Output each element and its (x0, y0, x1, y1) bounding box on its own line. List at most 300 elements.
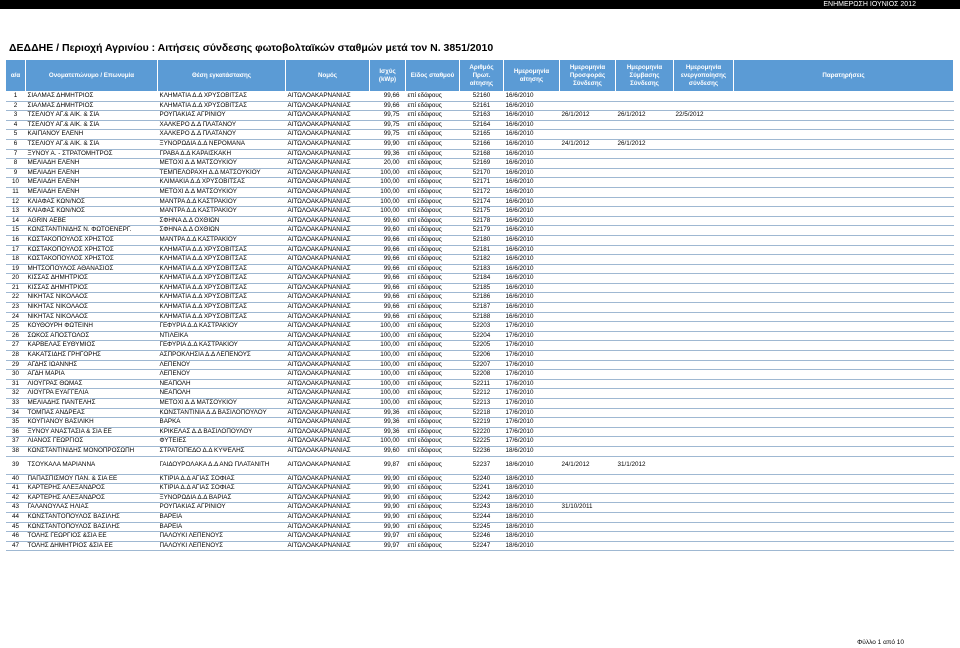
cell-protocol-number: 52178 (460, 216, 504, 226)
cell-contract-date (616, 522, 674, 532)
cell-protocol-number: 52185 (460, 283, 504, 293)
cell-applicant-name: ΚΟΥΘΟΥΡΗ ΦΩΤΕΙΝΗ (26, 322, 158, 332)
cell-prefecture: ΑΙΤΩΛΟΑΚΑΡΝΑΝΙΑΣ (286, 312, 370, 322)
cell-power-kwp: 100,00 (370, 389, 406, 399)
cell-application-date: 16/6/2010 (504, 207, 560, 217)
cell-power-kwp: 100,00 (370, 360, 406, 370)
cell-activation-date (674, 360, 734, 370)
cell-power-kwp: 99,90 (370, 512, 406, 522)
cell-row-index: 16 (6, 235, 26, 245)
cell-remarks (734, 360, 954, 370)
cell-station-type: επί εδάφους (406, 331, 460, 341)
cell-contract-date (616, 418, 674, 428)
cell-row-index: 10 (6, 178, 26, 188)
cell-activation-date (674, 379, 734, 389)
cell-row-index: 22 (6, 293, 26, 303)
cell-offer-date (560, 168, 616, 178)
cell-applicant-name: ΜΕΛΙΑΔΗΣ ΠΑΝΤΕΛΗΣ (26, 399, 158, 409)
cell-applicant-name: ΛΙΟΥΓΡΑΣ ΘΩΜΑΣ (26, 379, 158, 389)
cell-contract-date (616, 437, 674, 447)
cell-contract-date: 31/1/2012 (616, 456, 674, 474)
cell-installation-site: ΑΣΠΡΟΚΛΗΣΙΑ Δ.Δ ΛΕΠΕΝΟΥΣ (158, 351, 286, 361)
cell-remarks (734, 474, 954, 484)
cell-protocol-number: 52168 (460, 149, 504, 159)
cell-installation-site: ΝΕΑΠΟΛΗ (158, 389, 286, 399)
cell-prefecture: ΑΙΤΩΛΟΑΚΑΡΝΑΝΙΑΣ (286, 503, 370, 513)
cell-activation-date (674, 274, 734, 284)
cell-station-type: επί εδάφους (406, 293, 460, 303)
cell-contract-date: 26/1/2012 (616, 111, 674, 121)
cell-application-date: 17/6/2010 (504, 360, 560, 370)
cell-power-kwp: 99,66 (370, 293, 406, 303)
cell-prefecture: ΑΙΤΩΛΟΑΚΑΡΝΑΝΙΑΣ (286, 216, 370, 226)
cell-installation-site: ΚΛΗΜΑΤΙΑ Δ.Δ ΧΡΥΣΟΒΙΤΣΑΣ (158, 303, 286, 313)
cell-applicant-name: ΚΩΝΣΤΑΝΤΟΠΟΥΛΟΣ ΒΑΣΙΛΗΣ (26, 522, 158, 532)
cell-offer-date (560, 120, 616, 130)
cell-activation-date (674, 322, 734, 332)
cell-offer-date (560, 360, 616, 370)
cell-contract-date (616, 187, 674, 197)
cell-prefecture: ΑΙΤΩΛΟΑΚΑΡΝΑΝΙΑΣ (286, 245, 370, 255)
cell-application-date: 16/6/2010 (504, 255, 560, 265)
cell-station-type: επί εδάφους (406, 418, 460, 428)
cell-application-date: 16/6/2010 (504, 168, 560, 178)
cell-offer-date (560, 493, 616, 503)
cell-contract-date (616, 274, 674, 284)
cell-applicant-name: ΤΣΕΛΙΟΥ ΑΓ.& ΑΙΚ. & ΣΙΑ (26, 139, 158, 149)
table-row (6, 274, 954, 284)
cell-station-type: επί εδάφους (406, 360, 460, 370)
cell-row-index: 8 (6, 159, 26, 169)
cell-application-date: 17/6/2010 (504, 341, 560, 351)
cell-applicant-name: ΚΩΣΤΑΚΟΠΟΥΛΟΣ ΧΡΗΣΤΟΣ (26, 235, 158, 245)
cell-remarks (734, 216, 954, 226)
cell-contract-date (616, 264, 674, 274)
cell-activation-date (674, 312, 734, 322)
cell-activation-date (674, 484, 734, 494)
cell-application-date: 16/6/2010 (504, 111, 560, 121)
table-row (6, 370, 954, 380)
cell-activation-date (674, 255, 734, 265)
table-row (6, 503, 954, 513)
cell-row-index: 28 (6, 351, 26, 361)
table-row (6, 437, 954, 447)
cell-applicant-name: ΚΑΡΤΕΡΗΣ ΑΛΕΞΑΝΔΡΟΣ (26, 493, 158, 503)
cell-remarks (734, 522, 954, 532)
cell-applicant-name: ΓΑΛΑΝΟΥΛΑΣ ΗΛΙΑΣ (26, 503, 158, 513)
cell-protocol-number: 52237 (460, 456, 504, 474)
cell-installation-site: ΚΛΗΜΑΤΙΑ Δ.Δ ΧΡΥΣΟΒΙΤΣΑΣ (158, 92, 286, 102)
cell-contract-date (616, 512, 674, 522)
cell-station-type: επί εδάφους (406, 255, 460, 265)
cell-prefecture: ΑΙΤΩΛΟΑΚΑΡΝΑΝΙΑΣ (286, 187, 370, 197)
cell-installation-site: ΓΡΑΒΑ Δ.Δ ΚΑΡΑΙΣΚΑΚΗ (158, 149, 286, 159)
cell-row-index: 35 (6, 418, 26, 428)
cell-activation-date (674, 235, 734, 245)
cell-station-type: επί εδάφους (406, 264, 460, 274)
table-row (6, 92, 954, 102)
cell-installation-site: ΡΟΥΠΑΚΙΑΣ ΑΓΡΙΝΙΟΥ (158, 503, 286, 513)
cell-station-type: επί εδάφους (406, 139, 460, 149)
cell-station-type: επί εδάφους (406, 341, 460, 351)
cell-row-index: 47 (6, 541, 26, 551)
cell-applicant-name: ΜΕΛΙΑΔΗ ΕΛΕΝΗ (26, 178, 158, 188)
cell-prefecture: ΑΙΤΩΛΟΑΚΑΡΝΑΝΙΑΣ (286, 168, 370, 178)
cell-power-kwp: 100,00 (370, 178, 406, 188)
table-row (6, 255, 954, 265)
header-col-location: Θέση εγκατάστασης (158, 60, 286, 92)
cell-row-index: 19 (6, 264, 26, 274)
cell-offer-date (560, 418, 616, 428)
cell-activation-date (674, 101, 734, 111)
cell-row-index: 41 (6, 484, 26, 494)
cell-offer-date: 26/1/2012 (560, 111, 616, 121)
table-row (6, 446, 954, 456)
table-row (6, 303, 954, 313)
cell-application-date: 17/6/2010 (504, 379, 560, 389)
cell-installation-site: ΚΡΙΚΕΛΑΣ Δ.Δ ΒΑΣΙΛΟΠΟΥΛΟΥ (158, 427, 286, 437)
cell-activation-date (674, 293, 734, 303)
cell-application-date: 16/6/2010 (504, 120, 560, 130)
cell-power-kwp: 99,66 (370, 245, 406, 255)
cell-installation-site: ΓΑΙΔΟΥΡΟΛΑΚΑ Δ.Δ ΑΝΩ ΠΛΑΤΑΝΙΤΗ (158, 456, 286, 474)
cell-row-index: 21 (6, 283, 26, 293)
cell-application-date: 17/6/2010 (504, 408, 560, 418)
cell-installation-site: ΜΕΤΟΧΙ Δ.Δ ΜΑΤΣΟΥΚΙΟΥ (158, 399, 286, 409)
cell-remarks (734, 293, 954, 303)
cell-row-index: 33 (6, 399, 26, 409)
cell-power-kwp: 99,60 (370, 216, 406, 226)
cell-offer-date (560, 541, 616, 551)
cell-contract-date (616, 235, 674, 245)
cell-contract-date (616, 399, 674, 409)
cell-station-type: επί εδάφους (406, 493, 460, 503)
cell-offer-date (560, 159, 616, 169)
cell-applicant-name: ΜΕΛΙΑΔΗ ΕΛΕΝΗ (26, 168, 158, 178)
cell-application-date: 16/6/2010 (504, 92, 560, 102)
cell-row-index: 5 (6, 130, 26, 140)
cell-protocol-number: 52165 (460, 130, 504, 140)
cell-row-index: 14 (6, 216, 26, 226)
table-row (6, 293, 954, 303)
page-footer: Φύλλο 1 από 10 (857, 639, 904, 646)
cell-row-index: 17 (6, 245, 26, 255)
cell-row-index: 30 (6, 370, 26, 380)
cell-activation-date (674, 493, 734, 503)
cell-offer-date (560, 207, 616, 217)
cell-power-kwp: 100,00 (370, 370, 406, 380)
cell-power-kwp: 99,87 (370, 456, 406, 474)
cell-installation-site: ΠΑΛΟΥΚΙ ΛΕΠΕΝΟΥΣ (158, 541, 286, 551)
cell-offer-date (560, 283, 616, 293)
cell-prefecture: ΑΙΤΩΛΟΑΚΑΡΝΑΝΙΑΣ (286, 418, 370, 428)
cell-protocol-number: 52175 (460, 207, 504, 217)
cell-installation-site: ΚΛΗΜΑΤΙΑ Δ.Δ ΧΡΥΣΟΒΙΤΣΑΣ (158, 283, 286, 293)
cell-row-index: 34 (6, 408, 26, 418)
cell-application-date: 17/6/2010 (504, 322, 560, 332)
cell-activation-date (674, 245, 734, 255)
cell-row-index: 37 (6, 437, 26, 447)
cell-remarks (734, 149, 954, 159)
cell-applicant-name: ΣΙΑΛΜΑΣ ΔΗΜΗΤΡΙΟΣ (26, 92, 158, 102)
cell-installation-site: ΠΑΛΟΥΚΙ ΛΕΠΕΝΟΥΣ (158, 532, 286, 542)
cell-application-date: 16/6/2010 (504, 283, 560, 293)
table-row (6, 120, 954, 130)
cell-protocol-number: 52218 (460, 408, 504, 418)
cell-contract-date (616, 92, 674, 102)
cell-row-index: 11 (6, 187, 26, 197)
cell-row-index: 13 (6, 207, 26, 217)
cell-contract-date (616, 207, 674, 217)
cell-contract-date (616, 446, 674, 456)
cell-application-date: 17/6/2010 (504, 399, 560, 409)
cell-installation-site: ΚΛΗΜΑΤΙΑ Δ.Δ ΧΡΥΣΟΒΙΤΣΑΣ (158, 255, 286, 265)
cell-station-type: επί εδάφους (406, 159, 460, 169)
cell-installation-site: ΚΛΗΜΑΤΙΑ Δ.Δ ΧΡΥΣΟΒΙΤΣΑΣ (158, 293, 286, 303)
table-row (6, 178, 954, 188)
table-row (6, 207, 954, 217)
cell-station-type: επί εδάφους (406, 408, 460, 418)
cell-activation-date (674, 399, 734, 409)
cell-remarks (734, 408, 954, 418)
cell-application-date: 17/6/2010 (504, 370, 560, 380)
cell-power-kwp: 99,97 (370, 532, 406, 542)
cell-remarks (734, 226, 954, 236)
cell-protocol-number: 52208 (460, 370, 504, 380)
cell-applicant-name: ΜΕΛΙΑΔΗ ΕΛΕΝΗ (26, 187, 158, 197)
cell-prefecture: ΑΙΤΩΛΟΑΚΑΡΝΑΝΙΑΣ (286, 331, 370, 341)
cell-activation-date (674, 139, 734, 149)
cell-protocol-number: 52241 (460, 484, 504, 494)
cell-power-kwp: 100,00 (370, 331, 406, 341)
cell-application-date: 16/6/2010 (504, 197, 560, 207)
cell-offer-date (560, 322, 616, 332)
cell-applicant-name: ΚΩΝΣΤΑΝΤΙΝΙΔΗΣ ΜΟΝΟΠΡΟΣΩΠΗ (26, 446, 158, 456)
cell-application-date: 18/6/2010 (504, 493, 560, 503)
cell-row-index: 18 (6, 255, 26, 265)
cell-offer-date (560, 245, 616, 255)
cell-installation-site: ΦΥΤΕΙΕΣ (158, 437, 286, 447)
cell-row-index: 9 (6, 168, 26, 178)
cell-activation-date (674, 149, 734, 159)
table-row (6, 283, 954, 293)
cell-station-type: επί εδάφους (406, 456, 460, 474)
cell-remarks (734, 264, 954, 274)
cell-remarks (734, 437, 954, 447)
cell-installation-site: ΣΤΡΑΤΟΠΕΔΟ Δ.Δ ΚΥΨΕΛΗΣ (158, 446, 286, 456)
cell-applicant-name: ΚΑΡΤΕΡΗΣ ΑΛΕΞΑΝΔΡΟΣ (26, 484, 158, 494)
cell-power-kwp: 100,00 (370, 351, 406, 361)
cell-offer-date (560, 149, 616, 159)
cell-application-date: 18/6/2010 (504, 503, 560, 513)
table-row (6, 235, 954, 245)
cell-offer-date (560, 341, 616, 351)
cell-application-date: 16/6/2010 (504, 187, 560, 197)
cell-application-date: 18/6/2010 (504, 474, 560, 484)
cell-prefecture: ΑΙΤΩΛΟΑΚΑΡΝΑΝΙΑΣ (286, 149, 370, 159)
cell-row-index: 4 (6, 120, 26, 130)
cell-offer-date (560, 389, 616, 399)
cell-contract-date: 26/1/2012 (616, 139, 674, 149)
cell-applicant-name: ΜΕΛΙΑΔΗ ΕΛΕΝΗ (26, 159, 158, 169)
cell-prefecture: ΑΙΤΩΛΟΑΚΑΡΝΑΝΙΑΣ (286, 493, 370, 503)
table-row (6, 512, 954, 522)
cell-application-date: 16/6/2010 (504, 293, 560, 303)
cell-applicant-name: ΞΥΝΟΥ ΑΝΑΣΤΑΣΙΑ & ΣΙΑ ΕΕ (26, 427, 158, 437)
cell-installation-site: ΝΕΑΠΟΛΗ (158, 379, 286, 389)
cell-applicant-name: ΤΣΕΛΙΟΥ ΑΓ.& ΑΙΚ. & ΣΙΑ (26, 111, 158, 121)
cell-protocol-number: 52169 (460, 159, 504, 169)
cell-power-kwp: 99,66 (370, 92, 406, 102)
cell-installation-site: ΤΕΜΠΕΛΟΡΑΧΗ Δ.Δ ΜΑΤΣΟΥΚΙΟΥ (158, 168, 286, 178)
cell-contract-date (616, 178, 674, 188)
cell-activation-date (674, 207, 734, 217)
cell-installation-site: ΚΛΙΜΑΚΙΑ Δ.Δ ΧΡΥΣΟΒΙΤΣΑΣ (158, 178, 286, 188)
cell-offer-date (560, 512, 616, 522)
table-row (6, 331, 954, 341)
cell-installation-site: ΓΕΦΥΡΙΑ Δ.Δ ΚΑΣΤΡΑΚΙΟΥ (158, 341, 286, 351)
cell-remarks (734, 101, 954, 111)
cell-power-kwp: 99,90 (370, 139, 406, 149)
cell-remarks (734, 331, 954, 341)
cell-station-type: επί εδάφους (406, 187, 460, 197)
cell-prefecture: ΑΙΤΩΛΟΑΚΑΡΝΑΝΙΑΣ (286, 399, 370, 409)
cell-power-kwp: 100,00 (370, 399, 406, 409)
cell-contract-date (616, 168, 674, 178)
cell-offer-date (560, 484, 616, 494)
cell-installation-site: ΚΤΙΡΙΑ Δ.Δ ΑΓΙΑΣ ΣΟΦΙΑΣ (158, 484, 286, 494)
cell-station-type: επί εδάφους (406, 437, 460, 447)
cell-power-kwp: 99,66 (370, 101, 406, 111)
cell-activation-date (674, 370, 734, 380)
header-col-prefecture: Νομός (286, 60, 370, 92)
cell-prefecture: ΑΙΤΩΛΟΑΚΑΡΝΑΝΙΑΣ (286, 522, 370, 532)
cell-application-date: 16/6/2010 (504, 264, 560, 274)
table-row (6, 197, 954, 207)
cell-activation-date (674, 92, 734, 102)
cell-contract-date (616, 255, 674, 265)
table-row (6, 111, 954, 121)
cell-protocol-number: 52160 (460, 92, 504, 102)
cell-contract-date (616, 312, 674, 322)
cell-applicant-name: ΛΙΟΥΓΡΑ ΕΥΑΓΓΕΛΙΑ (26, 389, 158, 399)
table-row (6, 360, 954, 370)
cell-offer-date (560, 303, 616, 313)
cell-remarks (734, 312, 954, 322)
cell-prefecture: ΑΙΤΩΛΟΑΚΑΡΝΑΝΙΑΣ (286, 341, 370, 351)
cell-installation-site: ΞΥΝΟΡΩΔΙΑ Δ.Δ ΝΕΡΟΜΑΝΑ (158, 139, 286, 149)
cell-activation-date (674, 303, 734, 313)
cell-contract-date (616, 541, 674, 551)
cell-applicant-name: ΑΓΔΗ ΜΑΡΙΑ (26, 370, 158, 380)
cell-row-index: 6 (6, 139, 26, 149)
cell-station-type: επί εδάφους (406, 101, 460, 111)
table-row (6, 312, 954, 322)
cell-offer-date (560, 274, 616, 284)
cell-application-date: 17/6/2010 (504, 427, 560, 437)
cell-contract-date (616, 216, 674, 226)
cell-protocol-number: 52171 (460, 178, 504, 188)
cell-activation-date (674, 512, 734, 522)
cell-offer-date (560, 130, 616, 140)
cell-contract-date (616, 331, 674, 341)
table-row (6, 101, 954, 111)
cell-installation-site: ΝΤΙΛΕΙΚΑ (158, 331, 286, 341)
cell-station-type: επί εδάφους (406, 245, 460, 255)
cell-prefecture: ΑΙΤΩΛΟΑΚΑΡΝΑΝΙΑΣ (286, 379, 370, 389)
cell-power-kwp: 99,66 (370, 274, 406, 284)
cell-offer-date: 24/1/2012 (560, 456, 616, 474)
table-row (6, 187, 954, 197)
cell-contract-date (616, 130, 674, 140)
cell-prefecture: ΑΙΤΩΛΟΑΚΑΡΝΑΝΙΑΣ (286, 139, 370, 149)
header-col-contract-date: Ημερομηνία Σύμβασης Σύνδεσης (616, 60, 674, 92)
cell-power-kwp: 99,90 (370, 522, 406, 532)
cell-power-kwp: 100,00 (370, 187, 406, 197)
cell-row-index: 27 (6, 341, 26, 351)
cell-power-kwp: 100,00 (370, 197, 406, 207)
table-row (6, 408, 954, 418)
cell-prefecture: ΑΙΤΩΛΟΑΚΑΡΝΑΝΙΑΣ (286, 446, 370, 456)
cell-prefecture: ΑΙΤΩΛΟΑΚΑΡΝΑΝΙΑΣ (286, 427, 370, 437)
table-row (6, 216, 954, 226)
cell-remarks (734, 351, 954, 361)
cell-row-index: 2 (6, 101, 26, 111)
cell-protocol-number: 52203 (460, 322, 504, 332)
cell-installation-site: ΣΦΗΝΑ Δ.Δ ΟΧΘΙΩΝ (158, 216, 286, 226)
cell-power-kwp: 99,36 (370, 418, 406, 428)
table-row (6, 168, 954, 178)
cell-row-index: 26 (6, 331, 26, 341)
cell-installation-site: ΚΛΗΜΑΤΙΑ Δ.Δ ΧΡΥΣΟΒΙΤΣΑΣ (158, 101, 286, 111)
header-col-station-type: Είδος σταθμού (406, 60, 460, 92)
table-row (6, 130, 954, 140)
cell-prefecture: ΑΙΤΩΛΟΑΚΑΡΝΑΝΙΑΣ (286, 474, 370, 484)
cell-application-date: 16/6/2010 (504, 312, 560, 322)
cell-offer-date (560, 474, 616, 484)
cell-power-kwp: 99,75 (370, 130, 406, 140)
cell-applicant-name: ΚΙΣΣΑΣ ΔΗΜΗΤΡΙΟΣ (26, 283, 158, 293)
cell-protocol-number: 52240 (460, 474, 504, 484)
table-row (6, 427, 954, 437)
cell-protocol-number: 52188 (460, 312, 504, 322)
cell-station-type: επί εδάφους (406, 168, 460, 178)
header-col-offer-date: Ημερομηνία Προσφοράς Σύνδεσης (560, 60, 616, 92)
cell-applicant-name: ΤΣΟΥΚΑΛΑ ΜΑΡΙΑΝΝΑ (26, 456, 158, 474)
cell-applicant-name: ΠΑΠΑΣΠΙΣΜΟΥ ΠΑΝ. & ΣΙΑ ΕΕ (26, 474, 158, 484)
table-row (6, 474, 954, 484)
cell-prefecture: ΑΙΤΩΛΟΑΚΑΡΝΑΝΙΑΣ (286, 303, 370, 313)
cell-offer-date (560, 255, 616, 265)
cell-prefecture: ΑΙΤΩΛΟΑΚΑΡΝΑΝΙΑΣ (286, 111, 370, 121)
cell-protocol-number: 52205 (460, 341, 504, 351)
cell-activation-date (674, 283, 734, 293)
cell-prefecture: ΑΙΤΩΛΟΑΚΑΡΝΑΝΙΑΣ (286, 456, 370, 474)
cell-remarks (734, 130, 954, 140)
cell-protocol-number: 52170 (460, 168, 504, 178)
cell-contract-date (616, 408, 674, 418)
cell-station-type: επί εδάφους (406, 235, 460, 245)
cell-installation-site: ΛΕΠΕΝΟΥ (158, 360, 286, 370)
cell-contract-date (616, 149, 674, 159)
cell-contract-date (616, 379, 674, 389)
cell-row-index: 31 (6, 379, 26, 389)
cell-row-index: 1 (6, 92, 26, 102)
cell-applicant-name: ΚΩΝΣΤΑΝΤΙΝΙΔΗΣ Ν. ΦΩΤΟΕΝΕΡΓ. (26, 226, 158, 236)
cell-offer-date (560, 264, 616, 274)
cell-installation-site: ΜΑΝΤΡΑ Δ.Δ ΚΑΣΤΡΑΚΙΟΥ (158, 197, 286, 207)
cell-prefecture: ΑΙΤΩΛΟΑΚΑΡΝΑΝΙΑΣ (286, 207, 370, 217)
